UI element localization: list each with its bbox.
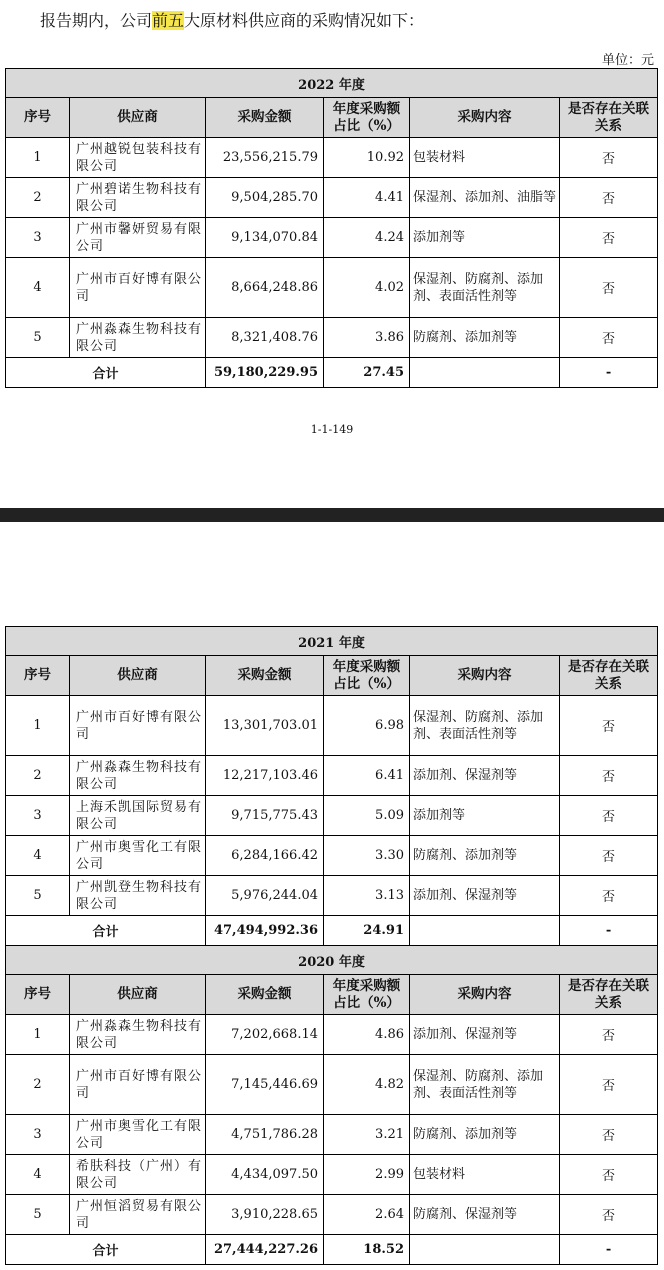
intro-after: 大原材料供应商的采购情况如下： bbox=[184, 11, 425, 30]
row-amount: 9,504,285.70 bbox=[206, 178, 324, 218]
row-related: 否 bbox=[560, 1015, 658, 1055]
page-separator bbox=[0, 508, 664, 522]
total-related: - bbox=[560, 916, 658, 946]
row-supplier: 上海禾凯国际贸易有限公司 bbox=[70, 796, 206, 836]
row-amount: 9,134,070.84 bbox=[206, 218, 324, 258]
total-ratio: 18.52 bbox=[324, 1235, 410, 1265]
total-amount: 59,180,229.95 bbox=[206, 358, 324, 388]
year-title: 2020 年度 bbox=[6, 946, 658, 975]
row-amount: 7,202,668.14 bbox=[206, 1015, 324, 1055]
row-no: 2 bbox=[6, 178, 70, 218]
row-amount: 12,217,103.46 bbox=[206, 756, 324, 796]
row-amount: 3,910,228.65 bbox=[206, 1195, 324, 1235]
row-related: 否 bbox=[560, 218, 658, 258]
total-label: 合计 bbox=[6, 916, 206, 946]
row-content: 添加剂、保湿剂等 bbox=[410, 876, 560, 916]
table-row bbox=[6, 318, 658, 358]
row-related: 否 bbox=[560, 178, 658, 218]
header-row bbox=[6, 975, 658, 1015]
row-supplier: 广州淼森生物科技有限公司 bbox=[70, 318, 206, 358]
intro-highlight: 前五 bbox=[152, 11, 185, 30]
table-row bbox=[6, 1155, 658, 1195]
row-content: 防腐剂、添加剂等 bbox=[410, 318, 560, 358]
row-related: 否 bbox=[560, 756, 658, 796]
page-top bbox=[0, 0, 664, 508]
table-row bbox=[6, 178, 658, 218]
row-no: 4 bbox=[6, 836, 70, 876]
row-related: 否 bbox=[560, 258, 658, 318]
intro-before: 报告期内，公司 bbox=[40, 11, 153, 30]
row-supplier: 广州凯登生物科技有限公司 bbox=[70, 876, 206, 916]
header-row bbox=[6, 98, 658, 138]
row-supplier: 广州越锐包装科技有限公司 bbox=[70, 138, 206, 178]
total-related: - bbox=[560, 1235, 658, 1265]
row-ratio: 6.41 bbox=[324, 756, 410, 796]
page-number: 1-1-149 bbox=[310, 423, 354, 436]
row-no: 1 bbox=[6, 1015, 70, 1055]
row-content: 添加剂、保湿剂等 bbox=[410, 1015, 560, 1055]
total-content-empty bbox=[410, 916, 560, 946]
row-related: 否 bbox=[560, 796, 658, 836]
row-ratio: 2.99 bbox=[324, 1155, 410, 1195]
table-row bbox=[6, 876, 658, 916]
row-content: 添加剂等 bbox=[410, 218, 560, 258]
row-content: 防腐剂、添加剂等 bbox=[410, 836, 560, 876]
header-ratio: 年度采购额占比（%） bbox=[324, 656, 410, 696]
page-bottom bbox=[0, 522, 664, 1270]
row-ratio: 6.98 bbox=[324, 696, 410, 756]
total-label: 合计 bbox=[6, 1235, 206, 1265]
row-amount: 6,284,166.42 bbox=[206, 836, 324, 876]
row-related: 否 bbox=[560, 1155, 658, 1195]
row-no: 5 bbox=[6, 876, 70, 916]
row-amount: 8,664,248.86 bbox=[206, 258, 324, 318]
row-no: 3 bbox=[6, 218, 70, 258]
table-2021-2020 bbox=[5, 626, 658, 1265]
row-no: 1 bbox=[6, 138, 70, 178]
row-amount: 8,321,408.76 bbox=[206, 318, 324, 358]
row-related: 否 bbox=[560, 1115, 658, 1155]
row-supplier: 广州市百好博有限公司 bbox=[70, 1055, 206, 1115]
row-supplier: 希肤科技（广州）有限公司 bbox=[70, 1155, 206, 1195]
header-supplier: 供应商 bbox=[70, 98, 206, 138]
row-content: 保湿剂、防腐剂、添加剂、表面活性剂等 bbox=[410, 1055, 560, 1115]
total-row bbox=[6, 358, 658, 388]
header-supplier: 供应商 bbox=[70, 975, 206, 1015]
header-supplier: 供应商 bbox=[70, 656, 206, 696]
row-content: 添加剂、保湿剂等 bbox=[410, 756, 560, 796]
row-no: 5 bbox=[6, 318, 70, 358]
row-supplier: 广州市百好博有限公司 bbox=[70, 258, 206, 318]
row-supplier: 广州淼森生物科技有限公司 bbox=[70, 1015, 206, 1055]
row-amount: 9,715,775.43 bbox=[206, 796, 324, 836]
table-row bbox=[6, 258, 658, 318]
row-related: 否 bbox=[560, 1195, 658, 1235]
row-ratio: 3.21 bbox=[324, 1115, 410, 1155]
row-related: 否 bbox=[560, 1055, 658, 1115]
row-supplier: 广州市奥雪化工有限公司 bbox=[70, 836, 206, 876]
header-content: 采购内容 bbox=[410, 98, 560, 138]
total-related: - bbox=[560, 358, 658, 388]
row-ratio: 4.41 bbox=[324, 178, 410, 218]
header-related: 是否存在关联关系 bbox=[560, 656, 658, 696]
row-no: 4 bbox=[6, 258, 70, 318]
row-content: 防腐剂、添加剂等 bbox=[410, 1115, 560, 1155]
table-row bbox=[6, 756, 658, 796]
row-supplier: 广州淼森生物科技有限公司 bbox=[70, 756, 206, 796]
row-ratio: 4.86 bbox=[324, 1015, 410, 1055]
row-ratio: 10.92 bbox=[324, 138, 410, 178]
header-content: 采购内容 bbox=[410, 656, 560, 696]
header-ratio: 年度采购额占比（%） bbox=[324, 975, 410, 1015]
total-ratio: 27.45 bbox=[324, 358, 410, 388]
row-ratio: 4.24 bbox=[324, 218, 410, 258]
row-supplier: 广州市百好博有限公司 bbox=[70, 696, 206, 756]
header-content: 采购内容 bbox=[410, 975, 560, 1015]
table-row bbox=[6, 836, 658, 876]
table-row bbox=[6, 138, 658, 178]
table-row bbox=[6, 796, 658, 836]
total-content-empty bbox=[410, 1235, 560, 1265]
row-no: 1 bbox=[6, 696, 70, 756]
row-related: 否 bbox=[560, 138, 658, 178]
table-row bbox=[6, 1055, 658, 1115]
table-2022 bbox=[5, 68, 658, 388]
row-supplier: 广州市馨妍贸易有限公司 bbox=[70, 218, 206, 258]
row-content: 包装材料 bbox=[410, 138, 560, 178]
year-row bbox=[6, 946, 658, 975]
row-related: 否 bbox=[560, 836, 658, 876]
header-amount: 采购金额 bbox=[206, 98, 324, 138]
year-row bbox=[6, 69, 658, 98]
row-content: 保湿剂、防腐剂、添加剂、表面活性剂等 bbox=[410, 258, 560, 318]
total-amount: 27,444,227.26 bbox=[206, 1235, 324, 1265]
row-amount: 4,751,786.28 bbox=[206, 1115, 324, 1155]
row-content: 保湿剂、防腐剂、添加剂、表面活性剂等 bbox=[410, 696, 560, 756]
row-amount: 7,145,446.69 bbox=[206, 1055, 324, 1115]
total-content-empty bbox=[410, 358, 560, 388]
header-related: 是否存在关联关系 bbox=[560, 98, 658, 138]
table-row bbox=[6, 1115, 658, 1155]
unit-label: 单位：元 bbox=[601, 53, 654, 68]
year-title: 2022 年度 bbox=[6, 69, 658, 98]
row-no: 3 bbox=[6, 796, 70, 836]
row-supplier: 广州碧诺生物科技有限公司 bbox=[70, 178, 206, 218]
row-supplier: 广州恒滔贸易有限公司 bbox=[70, 1195, 206, 1235]
row-ratio: 4.82 bbox=[324, 1055, 410, 1115]
row-ratio: 3.13 bbox=[324, 876, 410, 916]
row-supplier: 广州市奥雪化工有限公司 bbox=[70, 1115, 206, 1155]
row-ratio: 3.86 bbox=[324, 318, 410, 358]
row-no: 2 bbox=[6, 1055, 70, 1115]
header-no: 序号 bbox=[6, 975, 70, 1015]
row-ratio: 2.64 bbox=[324, 1195, 410, 1235]
row-ratio: 4.02 bbox=[324, 258, 410, 318]
row-amount: 4,434,097.50 bbox=[206, 1155, 324, 1195]
table-row bbox=[6, 218, 658, 258]
header-amount: 采购金额 bbox=[206, 656, 324, 696]
header-ratio: 年度采购额占比（%） bbox=[324, 98, 410, 138]
year-row bbox=[6, 627, 658, 656]
row-content: 包装材料 bbox=[410, 1155, 560, 1195]
header-no: 序号 bbox=[6, 656, 70, 696]
row-content: 添加剂等 bbox=[410, 796, 560, 836]
total-row bbox=[6, 1235, 658, 1265]
header-related: 是否存在关联关系 bbox=[560, 975, 658, 1015]
total-amount: 47,494,992.36 bbox=[206, 916, 324, 946]
header-row bbox=[6, 656, 658, 696]
header-no: 序号 bbox=[6, 98, 70, 138]
table-row bbox=[6, 1195, 658, 1235]
row-no: 2 bbox=[6, 756, 70, 796]
row-no: 4 bbox=[6, 1155, 70, 1195]
row-content: 保湿剂、添加剂、油脂等 bbox=[410, 178, 560, 218]
row-amount: 23,556,215.79 bbox=[206, 138, 324, 178]
row-related: 否 bbox=[560, 318, 658, 358]
table-row bbox=[6, 1015, 658, 1055]
header-amount: 采购金额 bbox=[206, 975, 324, 1015]
row-related: 否 bbox=[560, 876, 658, 916]
total-ratio: 24.91 bbox=[324, 916, 410, 946]
intro-text bbox=[40, 8, 424, 31]
row-amount: 13,301,703.01 bbox=[206, 696, 324, 756]
row-ratio: 3.30 bbox=[324, 836, 410, 876]
total-label: 合计 bbox=[6, 358, 206, 388]
row-content: 防腐剂、保湿剂等 bbox=[410, 1195, 560, 1235]
row-no: 3 bbox=[6, 1115, 70, 1155]
row-amount: 5,976,244.04 bbox=[206, 876, 324, 916]
year-title: 2021 年度 bbox=[6, 627, 658, 656]
row-no: 5 bbox=[6, 1195, 70, 1235]
row-related: 否 bbox=[560, 696, 658, 756]
table-row bbox=[6, 696, 658, 756]
row-ratio: 5.09 bbox=[324, 796, 410, 836]
total-row bbox=[6, 916, 658, 946]
